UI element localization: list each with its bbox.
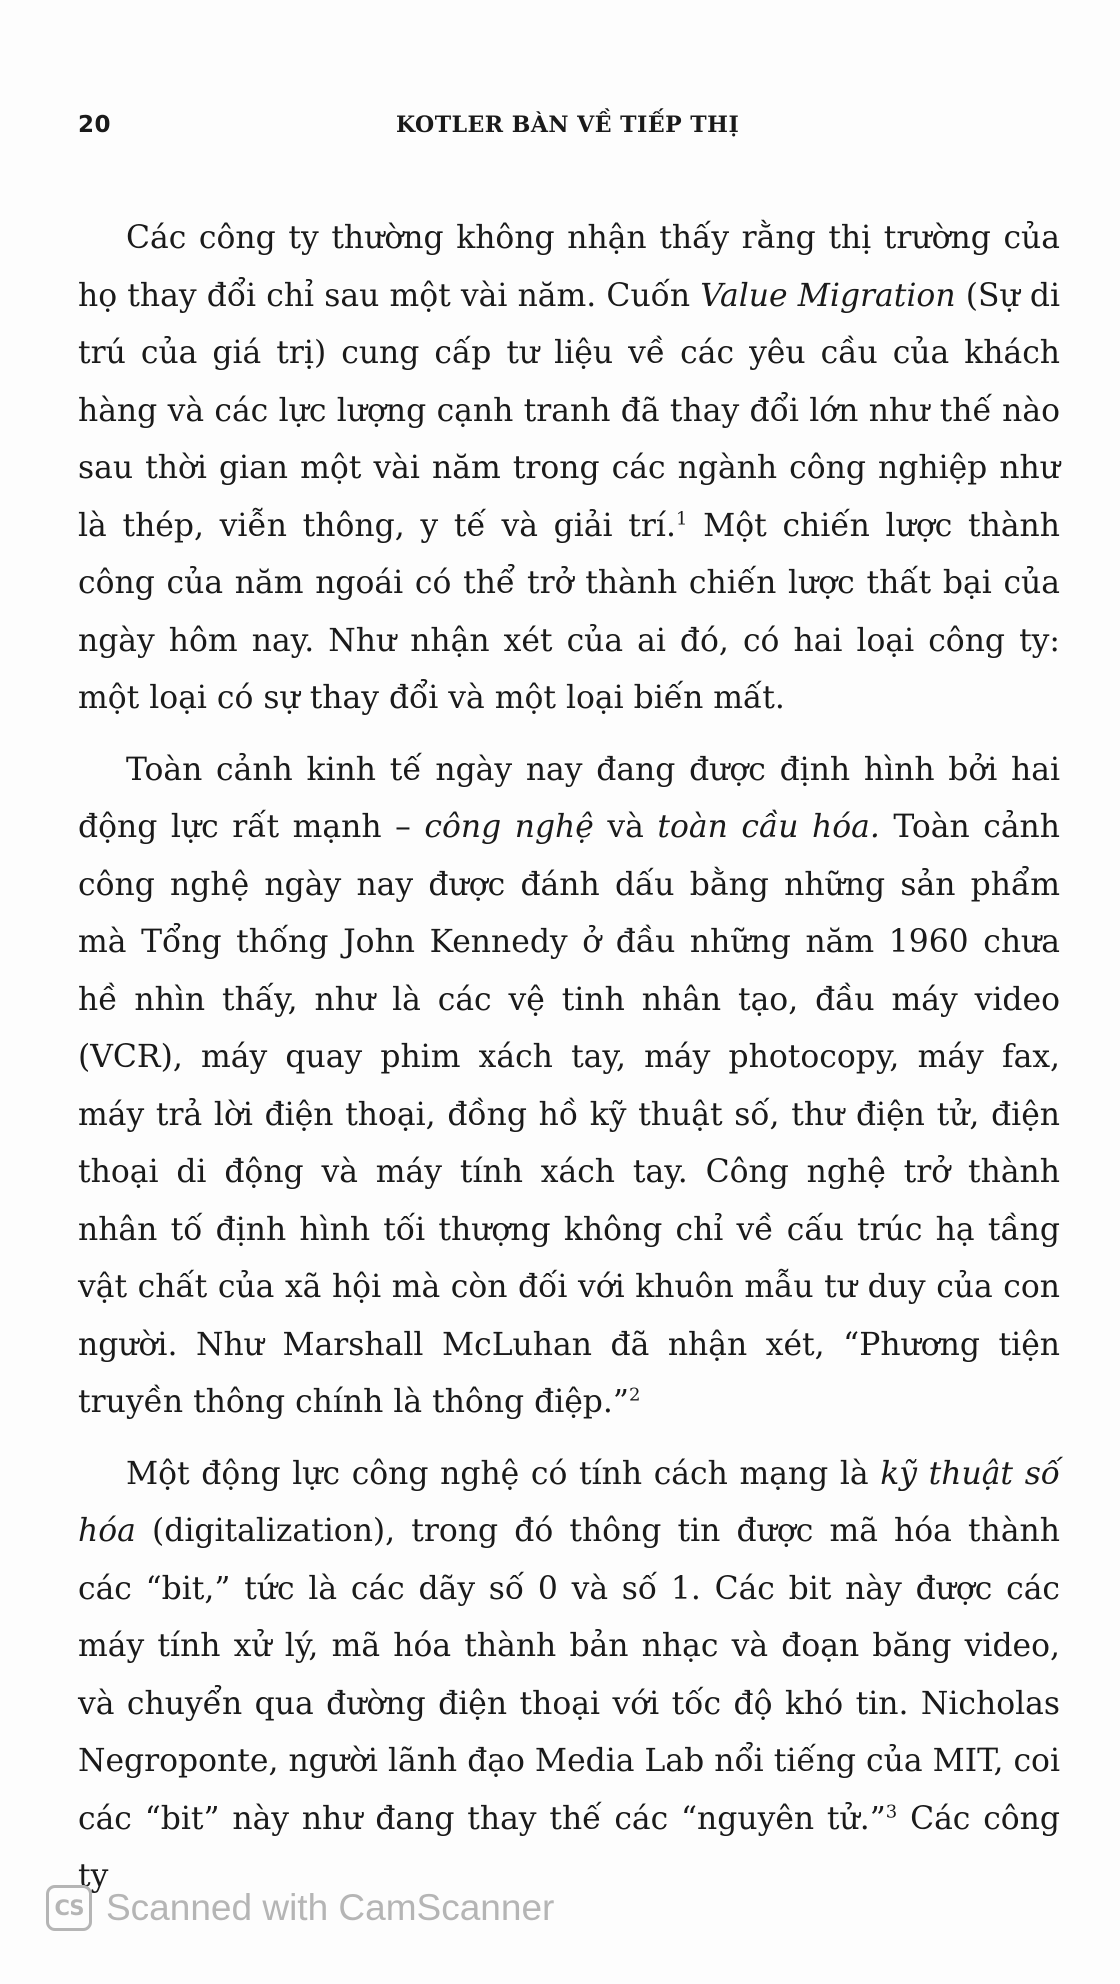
text-run: (Sự di trú của giá trị) cung cấp tư liệu về các yêu cầu của khách hàng và các lực lượng cạnh tranh đã thay đổi lớn như thế nào sau thời gian một vài năm trong các ngành công nghiệp như là thép, viễn thông, y tế và giải trí. xyxy=(78,277,1060,544)
text-run: (digitalization), trong đó thông tin được mã hóa thành các “bit,” tức là các dãy số 0 và số 1. Các bit này được các máy tính xử lý, mã hóa thành bản nhạc và đoạn băng video, và chuyển qua đường điện thoại với tốc độ khó tin. Nicholas Negroponte, người lãnh đạo Media Lab nổi tiếng của MIT, coi các “bit” này như đang thay thế các “nguyên tử.” xyxy=(78,1513,1060,1837)
footnote-marker: 2 xyxy=(628,1384,641,1406)
paragraph-2 xyxy=(78,742,1060,1432)
emphasis-italic: toàn cầu hóa. xyxy=(657,809,880,845)
page-number: 20 xyxy=(78,112,112,138)
text-run: Các công ty thường không nhận thấy rằng thị trường của họ thay đổi chỉ sau một vài năm. Cuốn xyxy=(78,220,1060,314)
paragraph-3 xyxy=(78,1446,1060,1906)
text-run: Toàn cảnh công nghệ ngày nay được đánh dấu bằng những sản phẩm mà Tổng thống John Kennedy ở đầu những năm 1960 chưa hề nhìn thấy, như là các vệ tinh nhân tạo, đầu máy video (VCR), máy quay phim xách tay, máy photocopy, máy fax, máy trả lời điện thoại, đồng hồ kỹ thuật số, thư điện tử, điện thoại di động và máy tính xách tay. Công nghệ trở thành nhân tố định hình tối thượng không chỉ về cấu trúc hạ tầng vật chất của xã hội mà còn đối với khuôn mẫu tư duy của con người. Như Marshall McLuhan đã nhận xét, “Phương tiện truyền thông chính là thông điệp.” xyxy=(78,809,1060,1420)
emphasis-italic: công nghệ xyxy=(424,809,594,845)
text-run: Một chiến lược thành công của năm ngoái có thể trở thành chiến lược thất bại của ngày hôm nay. Như nhận xét của ai đó, có hai loại công ty: một loại có sự thay đổi và một loại biến mất. xyxy=(78,507,1060,716)
watermark-text: Scanned with CamScanner xyxy=(106,1887,555,1928)
body-text xyxy=(78,210,1060,1920)
paragraph-1 xyxy=(78,210,1060,728)
book-title-italic: Value Migration xyxy=(700,277,956,314)
page-header xyxy=(78,108,1058,148)
camscanner-logo-icon: CS xyxy=(46,1885,92,1931)
footnote-marker: 3 xyxy=(885,1801,898,1823)
text-run: và xyxy=(593,809,658,845)
text-run: Toàn cảnh kinh tế ngày nay đang được định hình bởi hai động lực rất mạnh – xyxy=(78,751,1060,845)
footnote-marker: 1 xyxy=(675,508,688,530)
text-run: Một động lực công nghệ có tính cách mạng là xyxy=(126,1455,881,1492)
emphasis-italic: kỹ thuật số hóa xyxy=(78,1455,1061,1549)
text-run: Các công ty xyxy=(78,1800,1060,1894)
running-title: KOTLER BÀN VỀ TIẾP THỊ xyxy=(396,112,740,138)
camscanner-watermark xyxy=(46,1880,554,1936)
